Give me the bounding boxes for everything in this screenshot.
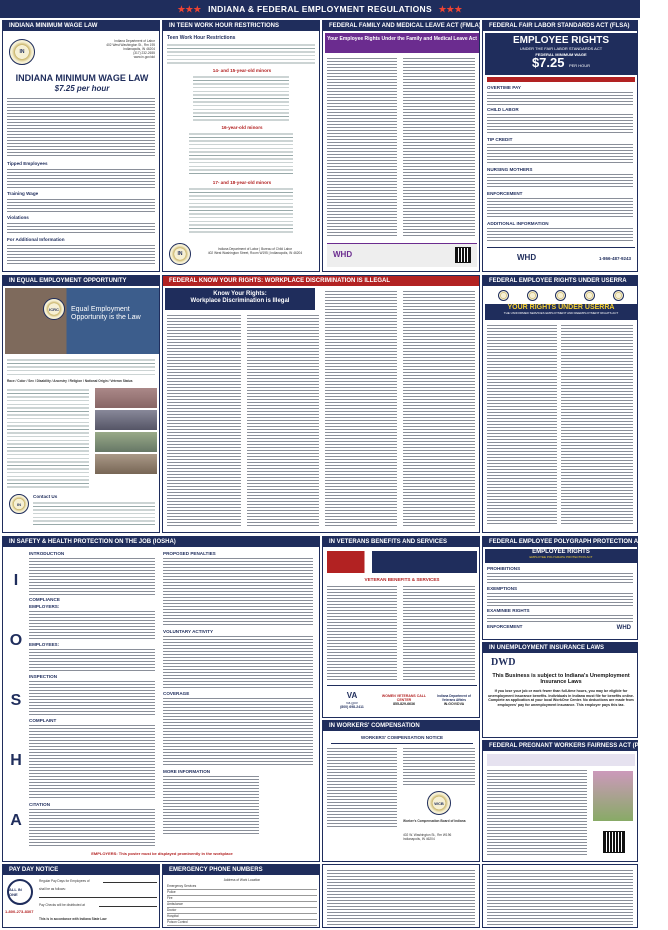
emergency-row: Emergency Services (167, 884, 317, 890)
child-labor-heading: CHILD LABOR (487, 107, 519, 112)
star-icon: ★★★ (177, 4, 202, 14)
veterans-col-2 (403, 585, 475, 681)
prohibitions-heading: PROHIBITIONS (487, 566, 521, 571)
emergency-row: Hospital (167, 914, 317, 920)
veterans-col-1 (327, 585, 397, 681)
osha-letters (7, 551, 25, 851)
women-vets-phone: 855-829-6636 (393, 701, 415, 706)
star-icon: ★★★ (438, 4, 463, 14)
teen-seal-icon: IN (169, 243, 191, 265)
fmla-col-1 (327, 57, 397, 237)
eeo-photo-1 (95, 388, 157, 408)
icrc-seal-icon: IN (9, 494, 29, 514)
tip-credit-text (487, 143, 633, 165)
fed-eeo-col-1 (167, 314, 241, 528)
userra-title: YOUR RIGHTS UNDER USERRA (507, 304, 615, 311)
osha-compliance-heading: COMPLIANCE (29, 597, 60, 602)
osha-intro-heading: INTRODUCTION (29, 551, 65, 556)
flsa-footer (487, 247, 635, 267)
polygraph-enforcement-heading: ENFORCEMENT (487, 624, 523, 629)
osha-complaint-heading: COMPLAINT (29, 718, 57, 723)
osha-penalties-text (163, 557, 313, 627)
userra-col-2 (561, 324, 633, 524)
tip-credit-heading: TIP CREDIT (487, 137, 513, 142)
emergency-list (167, 884, 317, 926)
in-eeo-panel (2, 275, 160, 533)
polygraph-title: EMPLOYEE RIGHTS (532, 549, 590, 555)
navy-seal-icon (527, 290, 538, 301)
age-group-3-text (189, 187, 293, 235)
va-logo: VA (346, 690, 358, 700)
min-wage-text (7, 97, 155, 157)
whd-logo: WHD (616, 625, 631, 631)
qr-code-icon (603, 831, 625, 853)
veterans-banner (327, 551, 477, 573)
polygraph-banner (485, 549, 637, 563)
osha-voluntary-text (163, 635, 313, 689)
examinee-heading: EXAMINEE RIGHTS (487, 608, 530, 613)
in-eeo-header: IN EQUAL EMPLOYMENT OPPORTUNITY (3, 276, 159, 286)
osha-coverage-heading: COVERAGE (163, 691, 190, 696)
examinee-text (487, 614, 633, 622)
eeo-photo-3 (95, 432, 157, 452)
osha-employees-text (29, 648, 155, 672)
flsa-phone: 1-866-487-9243 (598, 256, 631, 261)
flsa-title: EMPLOYEE RIGHTS (512, 35, 610, 46)
emergency-row: Poison Control (167, 920, 317, 926)
osha-penalties-heading: PROPOSED PENALTIES (163, 551, 216, 556)
polygraph-header: FEDERAL EMPLOYEE POLYGRAPH PROTECTION ACT (EPPA) (483, 537, 637, 547)
flsa-panel (482, 20, 638, 272)
min-wage-title: INDIANA MINIMUM WAGE LAW (15, 73, 149, 83)
polygraph-panel (482, 536, 668, 640)
pwfa-panel (482, 740, 655, 862)
tipped-heading: Tipped Employees (7, 161, 48, 166)
osha-coverage-text (163, 697, 313, 767)
divider (331, 743, 473, 744)
teen-panel (162, 20, 320, 272)
workers-comp-form-panel (322, 864, 480, 928)
teen-intro (167, 43, 315, 65)
dva-name: Indiana Department of Veterans Affairs (437, 693, 471, 702)
wcb-seal-icon: WCB (427, 791, 451, 815)
fmla-header: FEDERAL FAMILY AND MEDICAL LEAVE ACT (FMLA) (323, 21, 479, 31)
osha-employees-heading: EMPLOYEES: (29, 642, 60, 647)
fed-eeo-col-4 (403, 290, 475, 528)
pwfa-illustration (593, 771, 633, 821)
workers-comp-panel (322, 720, 480, 862)
pwfa-text (487, 769, 587, 857)
army-seal-icon (498, 290, 509, 301)
pwfa-continuation-panel (482, 864, 638, 928)
wcb-address: 402 W. Washington St., Rm W196 Indianapolis, IN 46204 (403, 833, 452, 841)
child-labor-text (487, 113, 633, 135)
wcb-name: Worker's Compensation Board of Indiana (403, 819, 466, 823)
eeo-photo (5, 288, 159, 354)
workers-comp-col-2 (403, 747, 475, 787)
payday-panel (2, 864, 160, 928)
nursing-heading: NURSING MOTHERS (487, 167, 533, 172)
coastguard-seal-icon (613, 290, 624, 301)
va-url: va.gov (346, 699, 358, 705)
veterans-title: VETERAN BENEFITS & SERVICES (364, 577, 440, 582)
unemployment-header: IN UNEMPLOYMENT INSURANCE LAWS (483, 643, 637, 653)
training-text (7, 198, 155, 212)
osha-letter: I (13, 572, 19, 589)
all-in-one-logo: ALL IN ONE (7, 879, 33, 905)
osha-employers-text (29, 610, 155, 640)
osha-panel (2, 536, 320, 862)
marines-seal-icon (555, 290, 566, 301)
overtime-heading: OVERTIME PAY (487, 85, 521, 90)
pwfa-banner (487, 754, 635, 766)
fed-eeo-panel (162, 275, 480, 533)
in-dol-seal-icon: IN (9, 39, 35, 65)
userra-subtitle: THE UNIFORMED SERVICES EMPLOYMENT AND REEMPLOYMENT RIGHTS ACT (503, 311, 619, 315)
qr-code-icon (455, 247, 471, 263)
unemployment-body: If you lose your job or work fewer than full-time hours, you may be eligible for unemployment insurance benefits. Individuals in Indiana must file for benefits online. Complete an application at your local WorkOne Center. No deductions are made from employees' pay for unemployment insurance. This employer pays this tax. (488, 689, 634, 707)
payday-line-1: Regular Pay Days for Employees of (39, 879, 90, 883)
emergency-address-label: Address of Work Location (223, 878, 261, 882)
all-in-one-phone: 1-800-273-8307 (5, 909, 34, 914)
min-wage-header: INDIANA MINIMUM WAGE LAW (3, 21, 159, 31)
veterans-header: IN VETERANS BENEFITS AND SERVICES (323, 537, 479, 547)
age-group-1-text (193, 75, 289, 121)
osha-more-text (163, 775, 259, 835)
airforce-seal-icon (584, 290, 595, 301)
osha-more-heading: MORE INFORMATION (163, 769, 211, 774)
flsa-rate-label: FEDERAL MINIMUM WAGE (535, 52, 587, 57)
fmla-footer (327, 243, 477, 267)
info-heading: For Additional Information (7, 237, 65, 242)
min-wage-panel (2, 20, 160, 272)
payday-blank-3 (99, 906, 157, 907)
military-seals (489, 290, 633, 302)
emergency-panel (162, 864, 320, 928)
osha-inspection-heading: INSPECTION (29, 674, 58, 679)
fed-eeo-header: FEDERAL KNOW YOUR RIGHTS: WORKPLACE DISCRIMINATION IS ILLEGAL (163, 276, 479, 286)
osha-voluntary-heading: VOLUNTARY ACTIVITY (163, 629, 214, 634)
unemployment-panel (482, 642, 638, 738)
osha-intro-text (29, 557, 155, 595)
min-wage-rate: $7.25 per hour (54, 84, 110, 93)
osha-header: IN SAFETY & HEALTH PROTECTION ON THE JOB (IOSHA) (3, 537, 319, 547)
unemployment-title: This Business is subject to Indiana's Unemployment Insurance Laws (492, 673, 630, 685)
pwfa-continuation-text (487, 869, 633, 925)
osha-citation-text (29, 808, 155, 846)
osha-employers-heading: EMPLOYERS: (29, 604, 60, 609)
workers-comp-title: WORKERS' COMPENSATION NOTICE (360, 735, 444, 740)
fed-eeo-col-3 (325, 290, 397, 528)
icrc-seal-icon: ICRC (43, 298, 65, 320)
userra-panel (482, 275, 638, 533)
eeo-list (7, 388, 89, 488)
whd-logo: WHD (333, 250, 353, 259)
overtime-text (487, 91, 633, 105)
flsa-rate: $7.25 (531, 55, 565, 70)
flsa-info-text (487, 227, 633, 243)
violations-heading: Violations (7, 215, 29, 220)
osha-letter: O (9, 632, 23, 649)
emergency-row: Fire (167, 896, 317, 902)
polygraph-subtitle: EMPLOYEE POLYGRAPH PROTECTION ACT (529, 555, 593, 559)
flsa-header: FEDERAL FAIR LABOR STANDARDS ACT (FLSA) (483, 21, 637, 31)
osha-footer: EMPLOYERS: This poster must be displayed prominently in the workplace (91, 851, 233, 856)
fmla-title: Your Employee Rights Under the Family and Medical Leave Act (325, 33, 479, 53)
fed-eeo-title: Know Your Rights: Workplace Discrimination is Illegal (165, 288, 315, 310)
eeo-intro (7, 358, 155, 376)
payday-line-2: shall be as follows: (39, 887, 66, 891)
flsa-per: PER HOUR (568, 63, 591, 68)
flsa-red-rule (487, 77, 635, 82)
age-group-1: 14- and 15-year-old minors (212, 68, 272, 73)
dwd-logo: DWD (491, 657, 516, 668)
payday-blank-2 (39, 897, 157, 898)
eeo-photo-2 (95, 410, 157, 430)
payday-note: This is in accordance with Indiana State Law (39, 917, 107, 921)
poster-title-bar (0, 0, 640, 18)
contact-heading: Contact Us (33, 494, 58, 499)
va-phone: (800) 698-2411 (340, 704, 364, 709)
osha-citation-heading: CITATION (29, 802, 51, 807)
eeo-title: Equal Employment Opportunity is the Law (71, 306, 141, 321)
age-group-2-text (189, 132, 293, 176)
exemptions-heading: EXEMPTIONS (487, 586, 518, 591)
violations-text (7, 222, 155, 234)
teen-title: Teen Work Hour Restrictions (167, 35, 236, 41)
userra-banner (485, 304, 637, 320)
eeo-categories: Race / Color / Sex / Disability / Ancestry / Religion / National Origin / Veteran Status (7, 379, 133, 383)
fmla-panel (322, 20, 480, 272)
age-group-2: 16-year-old minors (221, 125, 263, 130)
min-wage-address: Indiana Department of Labor 402 West Washington St., Rm 195 Indianapolis, IN 46204 (317) 232-2655 www.in.gov/dol (106, 39, 155, 59)
exemptions-text (487, 592, 633, 606)
flsa-banner (485, 33, 637, 75)
emergency-row: Doctor (167, 908, 317, 914)
osha-inspection-text (29, 680, 155, 716)
userra-col-1 (487, 324, 557, 524)
dva-url: IN.GOV/DVA (443, 701, 465, 706)
emergency-header: EMERGENCY PHONE NUMBERS (163, 865, 319, 875)
women-vets-label: WOMEN VETERANS CALL CENTER (381, 693, 427, 702)
workers-comp-col-1 (327, 747, 397, 827)
info-text (7, 244, 155, 266)
payday-line-3: Pay Checks will be distributed at (39, 903, 85, 907)
flsa-info-heading: ADDITIONAL INFORMATION (487, 221, 549, 226)
training-heading: Training Wage (7, 191, 39, 196)
prohibitions-text (487, 572, 633, 584)
eeo-photo-4 (95, 454, 157, 474)
emergency-row: Police (167, 890, 317, 896)
tipped-text (7, 168, 155, 188)
userra-header: FEDERAL EMPLOYEE RIGHTS UNDER USERRA (483, 276, 637, 286)
flsa-enforcement-heading: ENFORCEMENT (487, 191, 523, 196)
osha-letter: S (10, 692, 22, 709)
nursing-text (487, 173, 633, 189)
emergency-row: Ambulance (167, 902, 317, 908)
osha-complaint-text (29, 724, 155, 800)
flsa-subtitle: UNDER THE FAIR LABOR STANDARDS ACT (519, 46, 603, 51)
whd-logo: WHD (517, 253, 537, 262)
workers-comp-form-text (327, 869, 475, 925)
pwfa-header: FEDERAL PREGNANT WORKERS FAIRNESS ACT (PWFA) (483, 741, 637, 751)
osha-letter: H (10, 752, 22, 769)
osha-letter: A (10, 812, 22, 829)
flsa-enforcement-text (487, 197, 633, 219)
contact-text (33, 501, 155, 527)
teen-footer: Indiana Department of Labor | Bureau of Child Labor 402 West Washington Street, Room W195 | Indianapolis, IN 46204 (207, 247, 303, 255)
payday-blank-1 (103, 882, 157, 883)
veterans-footer (327, 685, 477, 713)
workers-comp-header: IN WORKERS' COMPENSATION (323, 721, 479, 731)
age-group-3: 17- and 18-year-old minors (212, 180, 272, 185)
payday-header: PAY DAY NOTICE (3, 865, 159, 875)
veterans-panel (322, 536, 480, 718)
teen-header: IN TEEN WORK HOUR RESTRICTIONS (163, 21, 319, 31)
fed-eeo-col-2 (247, 314, 319, 528)
fmla-col-2 (403, 57, 475, 237)
poster-title: INDIANA & FEDERAL EMPLOYMENT REGULATIONS (208, 4, 432, 14)
